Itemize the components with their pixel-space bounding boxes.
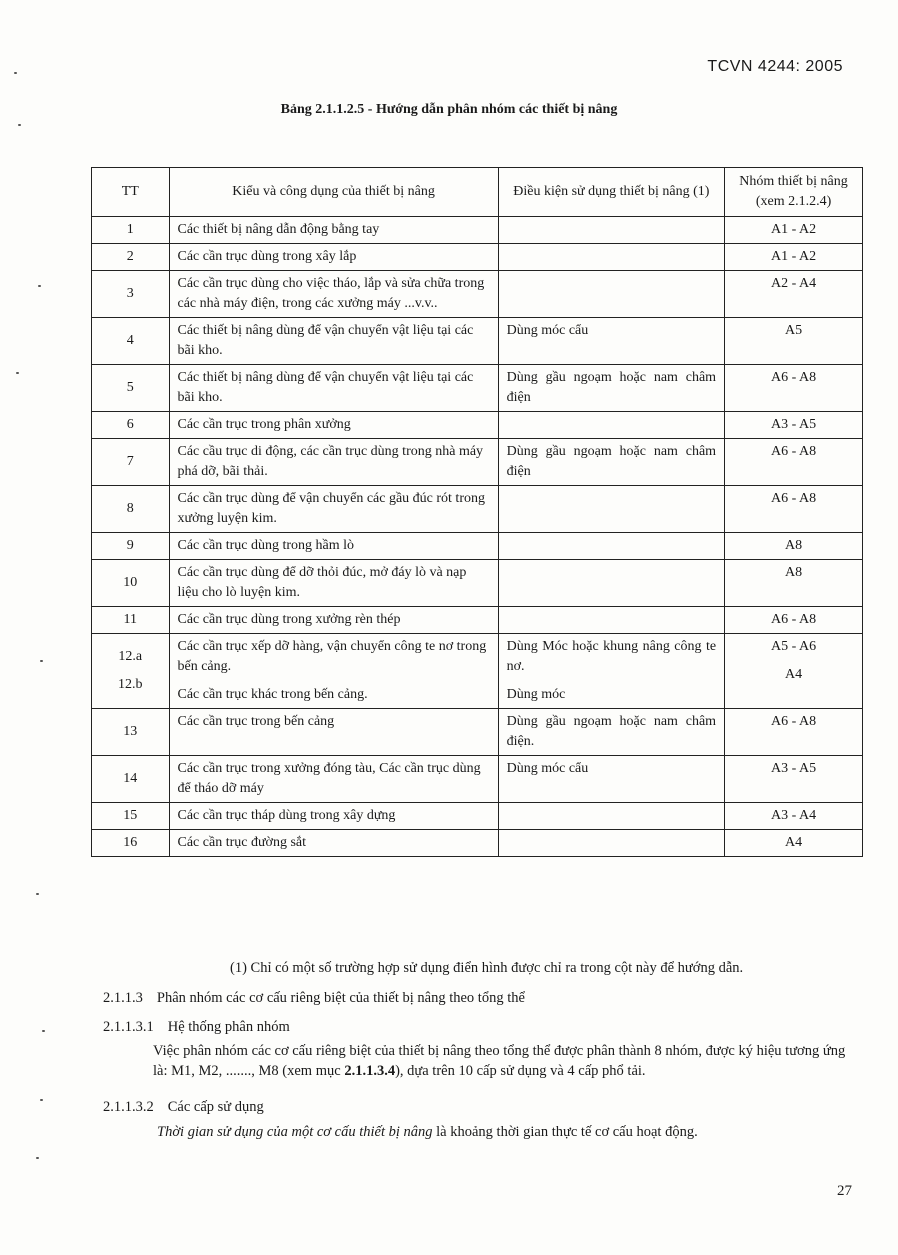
row-condition — [498, 412, 724, 439]
row-group: A4 — [725, 830, 863, 857]
scan-speck — [42, 1030, 45, 1032]
table-row — [92, 533, 863, 560]
row-condition — [498, 830, 724, 857]
row-condition — [498, 607, 724, 634]
row-number: 13 — [92, 709, 170, 756]
row-number: 3 — [92, 271, 170, 318]
row-condition: Dùng móc cẩu — [498, 318, 724, 365]
table-row — [92, 412, 863, 439]
row-kind: Các cần trục trong bến cảng — [169, 709, 498, 756]
row-condition — [498, 560, 724, 607]
table-header-row — [92, 168, 863, 217]
row-kind-part: Các cần trục khác trong bến cảng. — [177, 687, 368, 702]
table-row — [92, 560, 863, 607]
row-number: 11 — [92, 607, 170, 634]
row-kind: Các cần trục dùng trong xây lắp — [169, 244, 498, 271]
row-group: A8 — [725, 533, 863, 560]
row-kind: Các cần trục dùng cho việc tháo, lắp và sửa chữa trong các nhà máy điện, trong các xưởng máy ...v.v.. — [169, 271, 498, 318]
row-group: A1 - A2 — [725, 244, 863, 271]
scan-speck — [14, 72, 17, 74]
row-number: 1 — [92, 217, 170, 244]
row-number: 9 — [92, 533, 170, 560]
header-tt: TT — [92, 168, 170, 217]
row-kind: Các thiết bị nâng dẫn động bằng tay — [169, 217, 498, 244]
row-group: A6 - A8 — [725, 709, 863, 756]
section-title: Hệ thống phân nhóm — [167, 1019, 290, 1035]
row-condition: Dùng gầu ngoạm hoặc nam châm điện — [498, 365, 724, 412]
table-row — [92, 634, 863, 709]
row-group: A5 — [725, 318, 863, 365]
page-number: 27 — [837, 1183, 852, 1199]
section-2-1-1-3 — [103, 990, 525, 1007]
row-kind: Các cần trục dùng để vận chuyển các gầu đúc rót trong xưởng luyện kim. — [169, 486, 498, 533]
row-condition — [498, 244, 724, 271]
row-condition: Dùng gầu ngoạm hoặc nam châm điện. — [498, 709, 724, 756]
row-group: A6 - A8 — [725, 486, 863, 533]
header-group: Nhóm thiết bị nâng (xem 2.1.2.4) — [725, 168, 863, 217]
row-number: 2 — [92, 244, 170, 271]
row-kind: Các cần trục đường sắt — [169, 830, 498, 857]
row-number: 10 — [92, 560, 170, 607]
scan-speck — [16, 372, 19, 374]
row-number: 4 — [92, 318, 170, 365]
row-number-part: 12.b — [118, 677, 143, 692]
row-group: A6 - A8 — [725, 607, 863, 634]
standard-code: TCVN 4244: 2005 — [707, 58, 843, 75]
table-row — [92, 271, 863, 318]
table-row — [92, 756, 863, 803]
lifting-equipment-table — [91, 167, 863, 857]
table-row — [92, 244, 863, 271]
table-row — [92, 803, 863, 830]
row-number: 6 — [92, 412, 170, 439]
scan-speck — [36, 1157, 39, 1159]
table-footnote: (1) Chỉ có một số trường hợp sử dụng điển hình được chỉ ra trong cột này để hướng dẫn. — [230, 960, 744, 976]
header-cond: Điều kiện sử dụng thiết bị nâng (1) — [498, 168, 724, 217]
table-row — [92, 217, 863, 244]
row-group-part: A5 - A6 — [770, 639, 817, 654]
row-kind: Các cần trục dùng để dỡ thỏi đúc, mở đáy lò và nạp liệu cho lò luyện kim. — [169, 560, 498, 607]
section-2-1-1-3-1 — [103, 1019, 290, 1036]
section-number: 2.1.1.3.2 — [103, 1099, 154, 1115]
table-row — [92, 365, 863, 412]
row-group: A3 - A5 — [725, 412, 863, 439]
paragraph-usage-time — [157, 1122, 857, 1142]
row-condition: Dùng móc cẩu — [498, 756, 724, 803]
row-group: A2 - A4 — [725, 271, 863, 318]
row-group: A3 - A4 — [725, 803, 863, 830]
row-number: 7 — [92, 439, 170, 486]
scan-speck — [36, 893, 39, 895]
paragraph-italic-term: Thời gian sử dụng của một cơ cấu thiết bị nâng — [157, 1124, 433, 1140]
row-kind: Các cần trục trong phân xưởng — [169, 412, 498, 439]
paragraph-text-a: Việc phân nhóm các cơ cấu riêng biệt của thiết bị nâng theo tổng thể được phân thành 8 nhóm, được ký hiệu tương ứng là: M1, M2, ......., M8 (xem mục — [153, 1043, 846, 1079]
row-number: 5 — [92, 365, 170, 412]
section-title: Phân nhóm các cơ cấu riêng biệt của thiết bị nâng theo tổng thể — [156, 990, 525, 1006]
table-row — [92, 709, 863, 756]
row-kind: Các thiết bị nâng dùng để vận chuyển vật liệu tại các bãi kho. — [169, 365, 498, 412]
section-title: Các cấp sử dụng — [167, 1099, 264, 1115]
row-number: 14 — [92, 756, 170, 803]
row-group: A1 - A2 — [725, 217, 863, 244]
row-number-part: 12.a — [118, 649, 143, 664]
paragraph-ref: 2.1.1.3.4 — [344, 1063, 396, 1079]
section-number: 2.1.1.3 — [103, 990, 143, 1006]
table-row — [92, 830, 863, 857]
row-kind: Các cần trục dùng trong xưởng rèn thép — [169, 607, 498, 634]
paragraph-classification — [153, 1041, 853, 1081]
table-row — [92, 318, 863, 365]
section-number: 2.1.1.3.1 — [103, 1019, 154, 1035]
row-group: A3 - A5 — [725, 756, 863, 803]
row-kind: Các cần trục dùng trong hầm lò — [169, 533, 498, 560]
row-group: A6 - A8 — [725, 439, 863, 486]
row-condition — [498, 533, 724, 560]
row-group — [725, 634, 863, 709]
table-caption: Bảng 2.1.1.2.5 - Hướng dẫn phân nhóm các thiết bị nâng — [280, 102, 618, 117]
scan-speck — [18, 124, 21, 126]
row-kind: Các cần trục trong xưởng đóng tàu, Các cần trục dùng để tháo dỡ máy — [169, 756, 498, 803]
scan-speck — [38, 285, 41, 287]
row-group: A6 - A8 — [725, 365, 863, 412]
row-kind-part: Các cần trục xếp dỡ hàng, vận chuyển công te nơ trong bến cảng. — [177, 639, 487, 674]
row-number: 16 — [92, 830, 170, 857]
table-row — [92, 486, 863, 533]
row-condition-part: Dùng móc — [506, 687, 566, 702]
row-group: A8 — [725, 560, 863, 607]
table-row — [92, 439, 863, 486]
row-kind: Các thiết bị nâng dùng để vận chuyển vật liệu tại các bãi kho. — [169, 318, 498, 365]
scan-speck — [40, 660, 43, 662]
row-kind: Các cần trục tháp dùng trong xây dựng — [169, 803, 498, 830]
row-condition-part: Dùng Móc hoặc khung nâng công te nơ. — [506, 639, 717, 674]
row-condition — [498, 486, 724, 533]
header-kind: Kiểu và công dụng của thiết bị nâng — [169, 168, 498, 217]
row-kind: Các cầu trục di động, các cần trục dùng trong nhà máy phá dỡ, bãi thải. — [169, 439, 498, 486]
row-condition — [498, 217, 724, 244]
row-group-part: A4 — [784, 667, 803, 682]
row-condition — [498, 634, 724, 709]
table-row — [92, 607, 863, 634]
row-condition — [498, 271, 724, 318]
scan-speck — [40, 1099, 43, 1101]
row-condition — [498, 803, 724, 830]
row-condition: Dùng gầu ngoạm hoặc nam châm điện — [498, 439, 724, 486]
section-2-1-1-3-2 — [103, 1099, 264, 1116]
row-kind — [169, 634, 498, 709]
row-number: 8 — [92, 486, 170, 533]
row-number — [92, 634, 170, 709]
paragraph-rest: là khoảng thời gian thực tế cơ cấu hoạt động. — [432, 1124, 698, 1140]
row-number: 15 — [92, 803, 170, 830]
paragraph-text-b: ), dựa trên 10 cấp sử dụng và 4 cấp phổ tải. — [395, 1063, 646, 1079]
